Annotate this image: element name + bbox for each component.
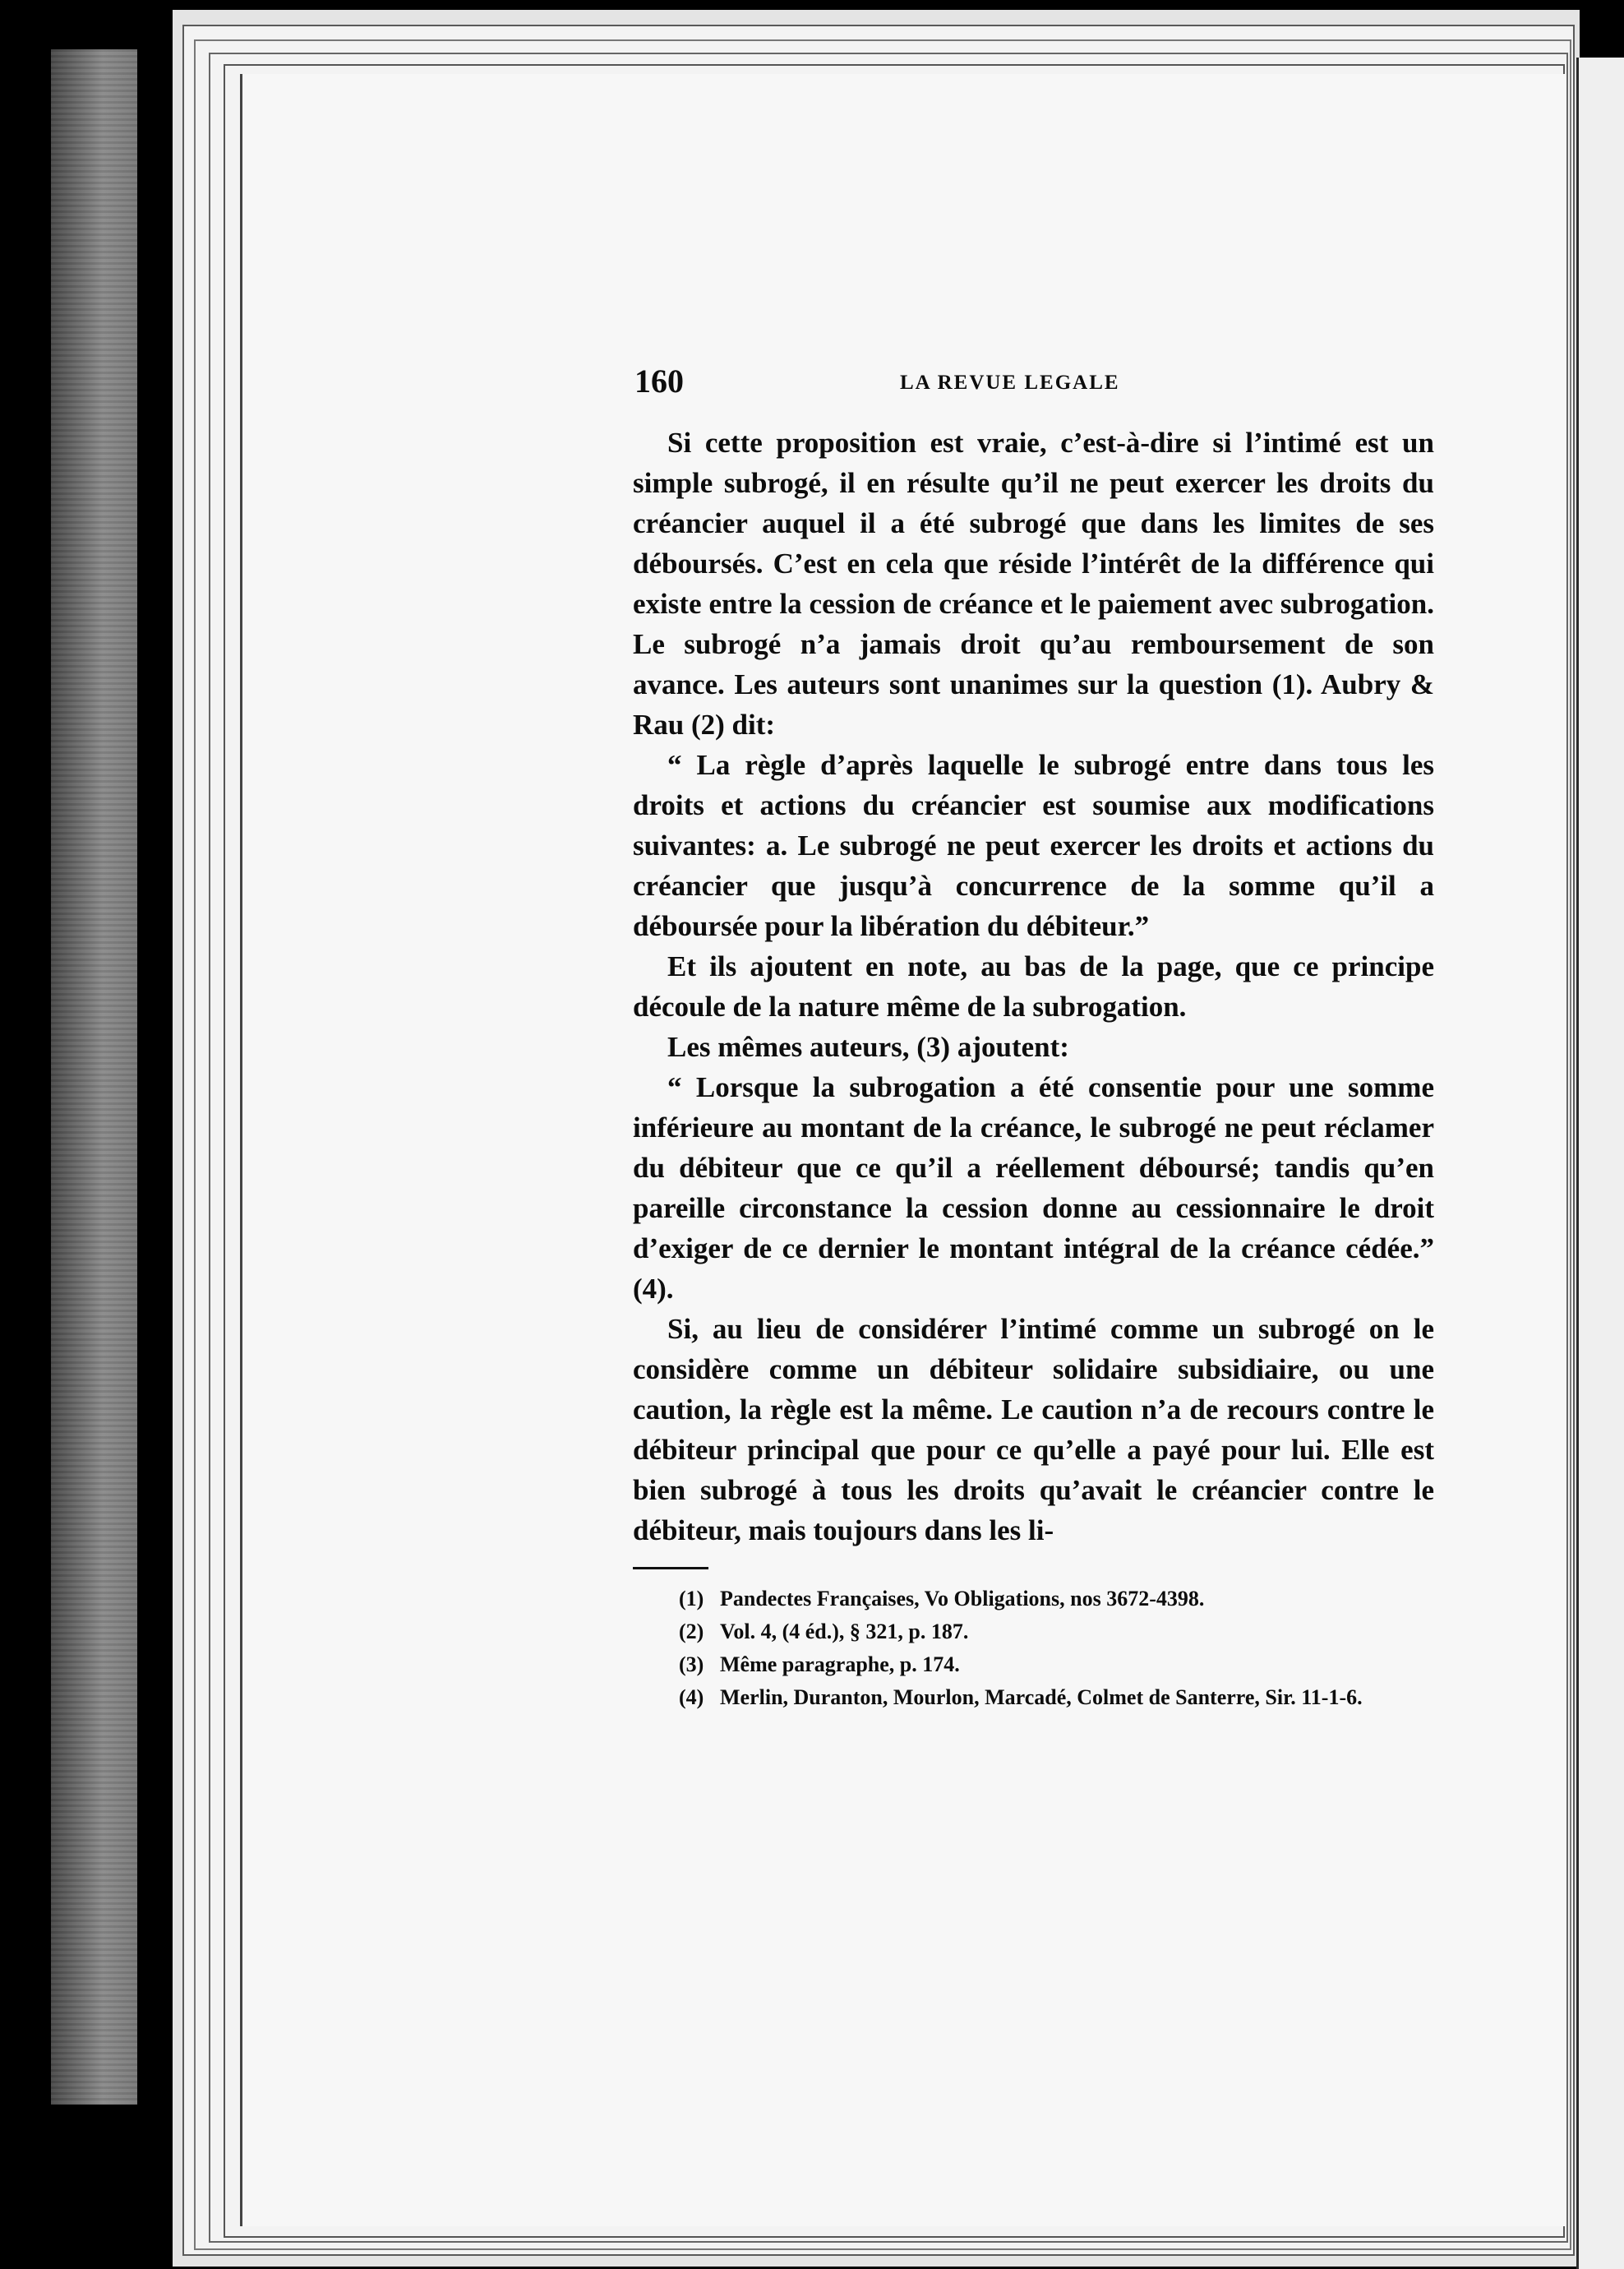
page-content — [633, 362, 1434, 1714]
footnote — [633, 1583, 1434, 1615]
footnotes — [633, 1583, 1434, 1714]
footnote — [633, 1615, 1434, 1648]
footnote-text: Merlin, Duranton, Mourlon, Marcadé, Colmet de Santerre, Sir. 11-1-6. — [720, 1685, 1363, 1709]
quotation-paragraph: “ La règle d’après laquelle le subrogé entre dans tous les droits et actions du créancier est soumise aux modifications suivantes: a. Le subrogé ne peut exercer les droits et actions du créancier que jusqu’à concurrence de la somme qu’il a déboursée pour la libération du débiteur.” — [633, 749, 1434, 942]
footnote-text: Même paragraphe, p. 174. — [720, 1652, 960, 1676]
body-text — [633, 423, 1434, 1550]
page-header — [633, 362, 1434, 409]
footnote-number: (2) — [679, 1620, 704, 1643]
footnote — [633, 1681, 1434, 1714]
running-head: LA REVUE LEGALE — [900, 372, 1120, 394]
footnote-rule — [633, 1567, 708, 1569]
page-number: 160 — [634, 363, 684, 400]
paragraph: Si cette proposition est vraie, c’est-à-dire si l’intimé est un simple subrogé, il en résulte qu’il ne peut exercer les droits du créancier auquel il a été subrogé que dans les limites de ses déboursés. C’est en cela que réside l’intérêt de la différence qui existe entre la cession de créance et le paiement avec subrogation. Le subrogé n’a jamais droit qu’au remboursement de son avance. Les auteurs sont unanimes sur la question (1). Aubry & Rau (2) dit: — [633, 427, 1434, 741]
footnote — [633, 1648, 1434, 1681]
paragraph: Et ils ajoutent en note, au bas de la page, que ce principe découle de la nature même de la subrogation. — [633, 950, 1434, 1023]
paragraph: Si, au lieu de considérer l’intimé comme un subrogé on le considère comme un débiteur solidaire subsidiaire, ou une caution, la règle est la même. Le caution n’a de recours contre le débiteur principal que pour ce qu’elle a payé pour lui. Elle est bien subrogé à tous les droits qu’avait le créancier contre le débiteur, mais toujours dans les li- — [633, 1313, 1434, 1546]
footnote-number: (4) — [679, 1685, 704, 1709]
quotation-paragraph: “ Lorsque la subrogation a été consentie pour une somme inférieure au montant de la créance, le subrogé ne peut réclamer du débiteur que ce qu’il a réellement déboursé; tandis qu’en pareille circonstance la cession donne au cessionnaire le droit d’exiger de ce dernier le montant intégral de la créance cédée.” (4). — [633, 1071, 1434, 1305]
footnote-number: (1) — [679, 1587, 704, 1610]
footnote-number: (3) — [679, 1652, 704, 1676]
footnote-text: Vol. 4, (4 éd.), § 321, p. 187. — [720, 1620, 969, 1643]
facing-page-edge — [1576, 58, 1624, 2269]
paragraph: Les mêmes auteurs, (3) ajoutent: — [667, 1031, 1069, 1063]
book-spine-strip — [51, 49, 137, 2105]
footnote-text: Pandectes Françaises, Vo Obligations, nos 3672-4398. — [720, 1587, 1205, 1610]
